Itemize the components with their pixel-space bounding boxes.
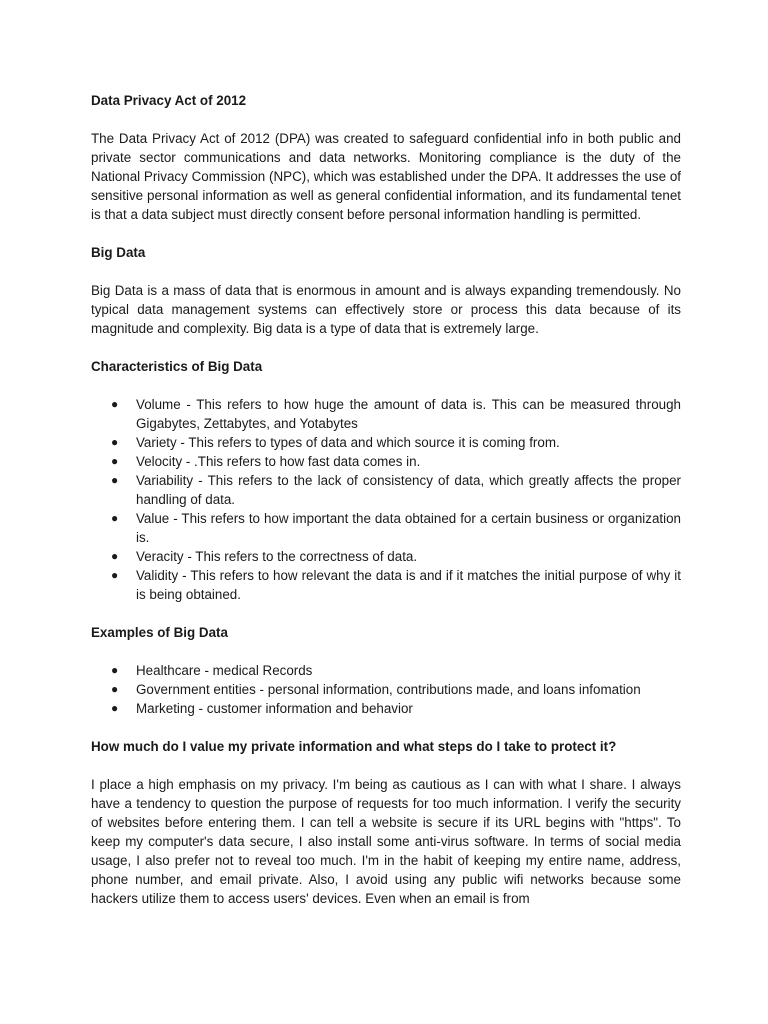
list-item: [91, 471, 681, 509]
dpa-paragraph: The Data Privacy Act of 2012 (DPA) was created to safeguard confidential info in both public and private sector communications and data networks. Monitoring compliance is the duty of the National Privacy Commission (NPC), which was established under the DPA. It addresses the use of sensitive personal information as well as general confidential information, and its fundamental tenet is that a data subject must directly consent before personal information handling is permitted.: [91, 131, 681, 222]
bullet-icon: ●: [111, 435, 119, 449]
big-data-paragraph: Big Data is a mass of data that is enormous in amount and is always expanding tremendously. No typical data management systems can effectively store or process this data because of its magnitude and complexity. Big data is a type of data that is extremely large.: [91, 283, 681, 336]
list-item-text: Variety - This refers to types of data and which source it is coming from.: [136, 435, 560, 450]
bullet-icon: ●: [111, 682, 119, 696]
big-data-heading: Big Data: [91, 245, 146, 260]
examples-heading: Examples of Big Data: [91, 625, 228, 640]
list-item: [91, 680, 681, 699]
bullet-icon: ●: [111, 568, 119, 582]
list-item-text: Veracity - This refers to the correctness of data.: [136, 549, 418, 564]
list-item-text: Value - This refers to how important the data obtained for a certain business or organization is.: [136, 511, 681, 545]
list-item-text: Velocity - .This refers to how fast data comes in.: [136, 454, 421, 469]
bullet-icon: ●: [111, 454, 119, 468]
examples-list: [91, 661, 681, 718]
list-item-text: Validity - This refers to how relevant the data is and if it matches the initial purpose of why it is being obtained.: [136, 568, 681, 602]
list-item: [91, 433, 681, 452]
list-item-text: Marketing - customer information and behavior: [136, 701, 413, 716]
bullet-icon: ●: [111, 511, 119, 525]
privacy-paragraph: I place a high emphasis on my privacy. I'm being as cautious as I can with what I share. I always have a tendency to question the purpose of requests for too much information. I verify the security of websites before entering them. I can tell a website is secure if its URL begins with "https". To keep my computer's data secure, I also install some anti-virus software. In terms of social media usage, I also prefer not to reveal too much. I'm in the habit of keeping my entire name, address, phone number, and email private. Also, I avoid using any public wifi networks because some hackers utilize them to access users' devices. Even when an email is from: [91, 777, 681, 906]
bullet-icon: ●: [111, 473, 119, 487]
bullet-icon: ●: [111, 397, 119, 411]
list-item-text: Variability - This refers to the lack of consistency of data, which greatly affects the proper handling of data.: [136, 473, 681, 507]
list-item: [91, 661, 681, 680]
list-item: [91, 566, 681, 604]
list-item: [91, 509, 681, 547]
characteristics-heading: Characteristics of Big Data: [91, 359, 263, 374]
dpa-heading: Data Privacy Act of 2012: [91, 93, 247, 108]
list-item: [91, 452, 681, 471]
list-item: [91, 699, 681, 718]
privacy-heading: How much do I value my private information and what steps do I take to protect it?: [91, 739, 617, 754]
list-item-text: Government entities - personal information, contributions made, and loans infomation: [136, 682, 641, 697]
bullet-icon: ●: [111, 549, 119, 563]
list-item-text: Healthcare - medical Records: [136, 663, 313, 678]
list-item: [91, 395, 681, 433]
bullet-icon: ●: [111, 663, 119, 677]
characteristics-list: [91, 395, 681, 604]
list-item: [91, 547, 681, 566]
list-item-text: Volume - This refers to how huge the amount of data is. This can be measured through Gigabytes, Zettabytes, and Yotabytes: [136, 397, 681, 431]
bullet-icon: ●: [111, 701, 119, 715]
